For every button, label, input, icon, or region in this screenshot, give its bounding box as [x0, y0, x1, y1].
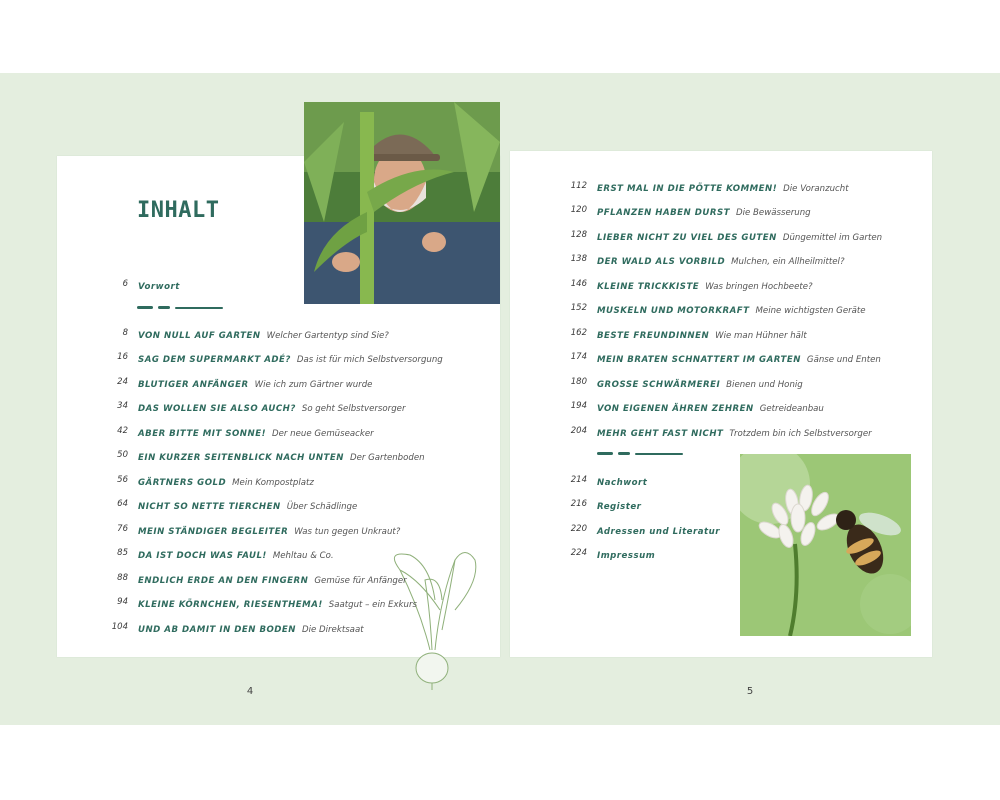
toc-page-number: 152 — [570, 303, 587, 313]
toc-entry — [0, 325, 1000, 341]
toc-page-number: 224 — [570, 548, 587, 558]
toc-page-number: 50 — [117, 450, 128, 460]
toc-chapter-title: VON NULL AUF GARTEN — [138, 331, 261, 341]
toc-chapter-title: GROSSE SCHWÄRMEREI — [597, 380, 721, 390]
toc-chapter-subtitle: Trotzdem bin ich Selbstversorger — [729, 429, 872, 439]
toc-entry — [0, 398, 1000, 414]
toc-chapter-title: MEIN STÄNDIGER BEGLEITER — [138, 527, 289, 537]
toc-chapter-subtitle: Die Bewässerung — [736, 208, 811, 218]
toc-page-number: 204 — [570, 426, 587, 436]
toc-entry — [0, 545, 1000, 561]
toc-chapter-title: BLUTIGER ANFÄNGER — [138, 380, 249, 390]
toc-page-number: 128 — [570, 230, 587, 240]
toc-chapter-title: EIN KURZER SEITENBLICK NACH UNTEN — [138, 453, 344, 463]
toc-entry — [0, 276, 1000, 292]
toc-entry — [0, 447, 1000, 463]
toc-chapter-title: SAG DEM SUPERMARKT ADÉ? — [138, 355, 291, 365]
toc-entry — [0, 227, 1000, 243]
toc-chapter-subtitle: Gemüse für Anfänger — [314, 576, 407, 586]
toc-page-number: 56 — [117, 475, 128, 485]
toc-chapter-title: DAS WOLLEN SIE ALSO AUCH? — [138, 404, 296, 414]
toc-entry — [0, 300, 1000, 316]
toc-chapter-subtitle: Meine wichtigsten Geräte — [755, 306, 866, 316]
toc-chapter-subtitle: Düngemittel im Garten — [782, 233, 883, 243]
toc-chapter-subtitle: Bienen und Honig — [726, 380, 803, 390]
toc-entry — [0, 594, 1000, 610]
page-number-right: 5 — [746, 686, 754, 697]
toc-chapter-subtitle: Wie ich zum Gärtner wurde — [254, 380, 373, 390]
toc-chapter-subtitle: So geht Selbstversorger — [301, 404, 406, 414]
toc-page-number: 42 — [117, 426, 128, 436]
toc-chapter-title: Register — [597, 502, 642, 512]
toc-chapter-title: DER WALD ALS VORBILD — [597, 257, 726, 267]
toc-entry — [0, 423, 1000, 439]
toc-chapter-title: ENDLICH ERDE AN DEN FINGERN — [138, 576, 309, 586]
toc-chapter-title: ABER BITTE MIT SONNE! — [138, 429, 266, 439]
toc-chapter-subtitle: Welcher Gartentyp sind Sie? — [266, 331, 389, 341]
toc-page-number: 120 — [570, 205, 587, 215]
toc-chapter-subtitle: Über Schädlinge — [286, 502, 358, 512]
toc-chapter-subtitle: Getreideanbau — [759, 404, 824, 414]
toc-page-number: 162 — [570, 328, 587, 338]
toc-chapter-subtitle: Saatgut – ein Exkurs — [328, 600, 417, 610]
toc-chapter-title: UND AB DAMIT IN DEN BODEN — [138, 625, 296, 635]
toc-page-number: 220 — [570, 524, 587, 534]
toc-chapter-title: MEIN BRATEN SCHNATTERT IM GARTEN — [597, 355, 801, 365]
toc-chapter-subtitle: Was tun gegen Unkraut? — [294, 527, 401, 537]
toc-chapter-title: MUSKELN UND MOTORKRAFT — [597, 306, 750, 316]
toc-page-number: 34 — [117, 401, 128, 411]
toc-page-number: 6 — [122, 279, 128, 289]
toc-chapter-title: Nachwort — [597, 478, 648, 488]
toc-entry — [0, 374, 1000, 390]
toc-chapter-subtitle: Der neue Gemüseacker — [272, 429, 374, 439]
toc-chapter-subtitle: Mulchen, ein Allheilmittel? — [731, 257, 845, 267]
toc-chapter-title: ERST MAL IN DIE PÖTTE KOMMEN! — [597, 184, 778, 194]
toc-page-number: 112 — [570, 181, 587, 191]
toc-chapter-title: Impressum — [597, 551, 656, 561]
toc-page-number: 85 — [117, 548, 128, 558]
page-number-left: 4 — [246, 686, 254, 697]
toc-page-number: 214 — [570, 475, 587, 485]
toc-page-number: 146 — [570, 279, 587, 289]
toc-chapter-title: GÄRTNERS GOLD — [138, 478, 227, 488]
toc-chapter-subtitle: Mehltau & Co. — [272, 551, 334, 561]
toc-page-number: 216 — [570, 499, 587, 509]
toc-page-number: 8 — [122, 328, 128, 338]
toc-entry — [0, 349, 1000, 365]
toc-chapter-title: LIEBER NICHT ZU VIEL DES GUTEN — [597, 233, 777, 243]
toc-chapter-title: Adressen und Literatur — [597, 527, 721, 537]
toc-chapter-title: NICHT SO NETTE TIERCHEN — [138, 502, 281, 512]
page-title: INHALT — [137, 198, 220, 223]
toc-page-number: 138 — [570, 254, 587, 264]
toc-page-number: 24 — [117, 377, 128, 387]
toc-page-number: 94 — [117, 597, 128, 607]
toc-entry — [0, 496, 1000, 512]
toc-page-number: 88 — [117, 573, 128, 583]
radish-illustration — [380, 540, 490, 690]
toc-entry — [0, 570, 1000, 586]
toc-chapter-subtitle: Das ist für mich Selbstversorgung — [296, 355, 443, 365]
toc-chapter-subtitle: Wie man Hühner hält — [715, 331, 807, 341]
toc-entry — [0, 619, 1000, 635]
toc-entry — [0, 251, 1000, 267]
toc-chapter-subtitle: Was bringen Hochbeete? — [705, 282, 813, 292]
toc-chapter-title: PFLANZEN HABEN DURST — [597, 208, 731, 218]
toc-chapter-title: Vorwort — [138, 282, 180, 292]
toc-entry — [0, 178, 1000, 194]
toc-page-number: 104 — [111, 622, 128, 632]
toc-entry — [0, 521, 1000, 537]
toc-chapter-title: KLEINE KÖRNCHEN, RIESENTHEMA! — [138, 600, 323, 610]
toc-page-number: 180 — [570, 377, 587, 387]
toc-entry — [0, 202, 1000, 218]
toc-chapter-title: DA IST DOCH WAS FAUL! — [138, 551, 267, 561]
toc-page-number: 76 — [117, 524, 128, 534]
toc-chapter-subtitle: Die Voranzucht — [783, 184, 849, 194]
toc-chapter-subtitle: Gänse und Enten — [806, 355, 881, 365]
toc-entry — [0, 472, 1000, 488]
toc-page-number: 194 — [570, 401, 587, 411]
toc-chapter-subtitle: Der Gartenboden — [349, 453, 425, 463]
toc-chapter-subtitle: Die Direktsaat — [302, 625, 364, 635]
toc-page-number: 16 — [117, 352, 128, 362]
toc-chapter-title: VON EIGENEN ÄHREN ZEHREN — [597, 404, 754, 414]
toc-chapter-title: BESTE FREUNDINNEN — [597, 331, 710, 341]
toc-page-number: 174 — [570, 352, 587, 362]
toc-chapter-title: MEHR GEHT FAST NICHT — [597, 429, 724, 439]
toc-page-number: 64 — [117, 499, 128, 509]
toc-chapter-subtitle: Mein Kompostplatz — [232, 478, 314, 488]
toc-chapter-title: KLEINE TRICKKISTE — [597, 282, 700, 292]
